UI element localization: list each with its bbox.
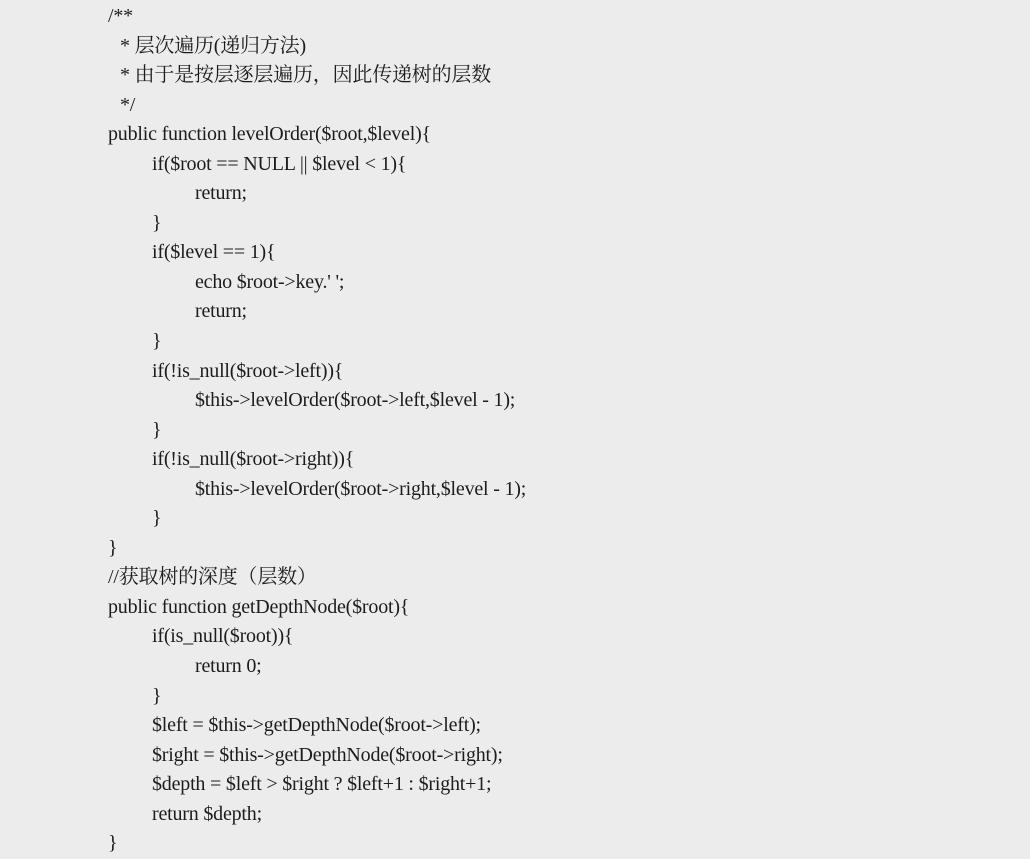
code-block: [108, 2, 1008, 859]
code-line: $left = $this->getDepthNode($root->left);: [152, 714, 481, 737]
code-line: }: [152, 507, 162, 530]
code-line: }: [152, 418, 162, 441]
code-line: $this->levelOrder($root->left,$level - 1);: [195, 389, 516, 412]
code-line: if($level == 1){: [152, 241, 276, 264]
code-line: echo $root->key.' ';: [195, 270, 345, 293]
code-line: if($root == NULL || $level < 1){: [152, 152, 407, 175]
code-line: //获取树的深度（层数）: [108, 566, 317, 589]
code-line: }: [108, 832, 118, 855]
code-line: $this->levelOrder($root->right,$level - 1);: [195, 477, 527, 500]
code-line: return 0;: [195, 655, 262, 678]
code-line: return;: [195, 182, 247, 205]
code-line: */: [120, 93, 136, 116]
code-line: }: [152, 684, 162, 707]
code-line: * 层次遍历(递归方法): [120, 34, 306, 57]
code-line: public function levelOrder($root,$level){: [108, 123, 431, 146]
code-line: public function getDepthNode($root){: [108, 595, 410, 618]
code-line: * 由于是按层逐层遍历，因此传递树的层数: [120, 64, 491, 87]
code-line: }: [152, 330, 162, 353]
code-line: $right = $this->getDepthNode($root->right);: [152, 743, 503, 766]
code-line: }: [108, 536, 118, 559]
code-line: return $depth;: [152, 802, 262, 825]
code-line: if(!is_null($root->left)){: [152, 359, 344, 382]
code-line: if(is_null($root)){: [152, 625, 294, 648]
code-line: return;: [195, 300, 247, 323]
code-line: if(!is_null($root->right)){: [152, 448, 355, 471]
code-line: /**: [108, 5, 133, 27]
code-line: $depth = $left > $right ? $left+1 : $right+1;: [152, 773, 492, 796]
code-line: }: [152, 211, 162, 234]
